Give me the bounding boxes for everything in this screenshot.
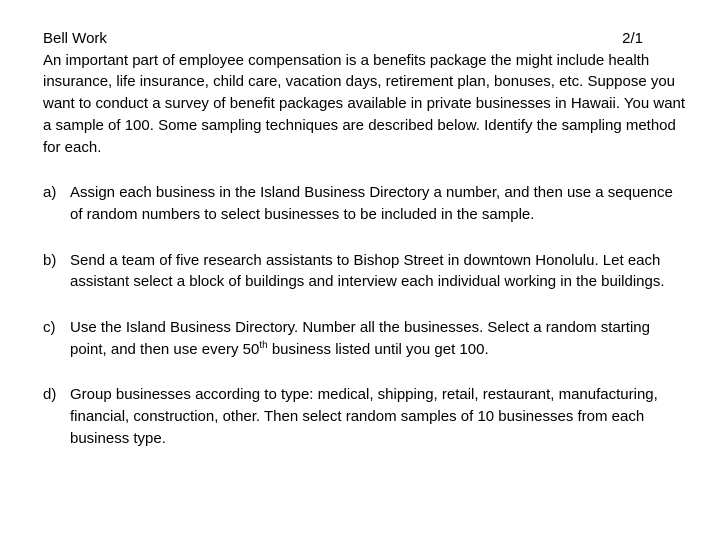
item-marker: a) [43, 184, 57, 202]
item-marker: c) [43, 319, 56, 337]
item-text: Group businesses according to type: medical, shipping, retail, restaurant, manufacturing, financial, construction, other. Then select random samples of 10 businesses from each business type. [70, 386, 658, 447]
question-item-a [43, 182, 689, 225]
document-page [43, 28, 689, 450]
item-marker: b) [43, 251, 57, 269]
item-text-after: business listed until you get 100. [267, 340, 489, 358]
item-text: Send a team of five research assistants to Bishop Street in downtown Honolulu. Let each assistant select a block of buildings and interview each individual working in the buildings. [70, 251, 665, 291]
question-item-b [43, 250, 689, 293]
question-item-d [43, 384, 689, 449]
item-text [70, 317, 689, 360]
document-title: Bell Work [43, 30, 107, 47]
document-date: 2/1 [622, 30, 643, 47]
intro-paragraph: An important part of employee compensation is a benefits package the might include health insurance, life insurance, child care, vacation days, retirement plan, bonuses, etc. Suppose you want to conduct a survey of benefit packages available in private businesses in Hawaii. You want a sample of 100. Some sampling techniques are described below. Identify the sampling method for each. [43, 51, 686, 156]
question-list [43, 182, 689, 449]
header [43, 28, 643, 50]
question-item-c [43, 317, 689, 360]
item-text-before: Use the Island Business Directory. Number all the businesses. Select a random starting point, and then use every 50 [70, 319, 650, 358]
ordinal-superscript: th [259, 339, 268, 351]
item-text: Assign each business in the Island Business Directory a number, and then use a sequence of random numbers to select businesses to be included in the sample. [70, 184, 673, 223]
item-marker: d) [43, 386, 57, 404]
